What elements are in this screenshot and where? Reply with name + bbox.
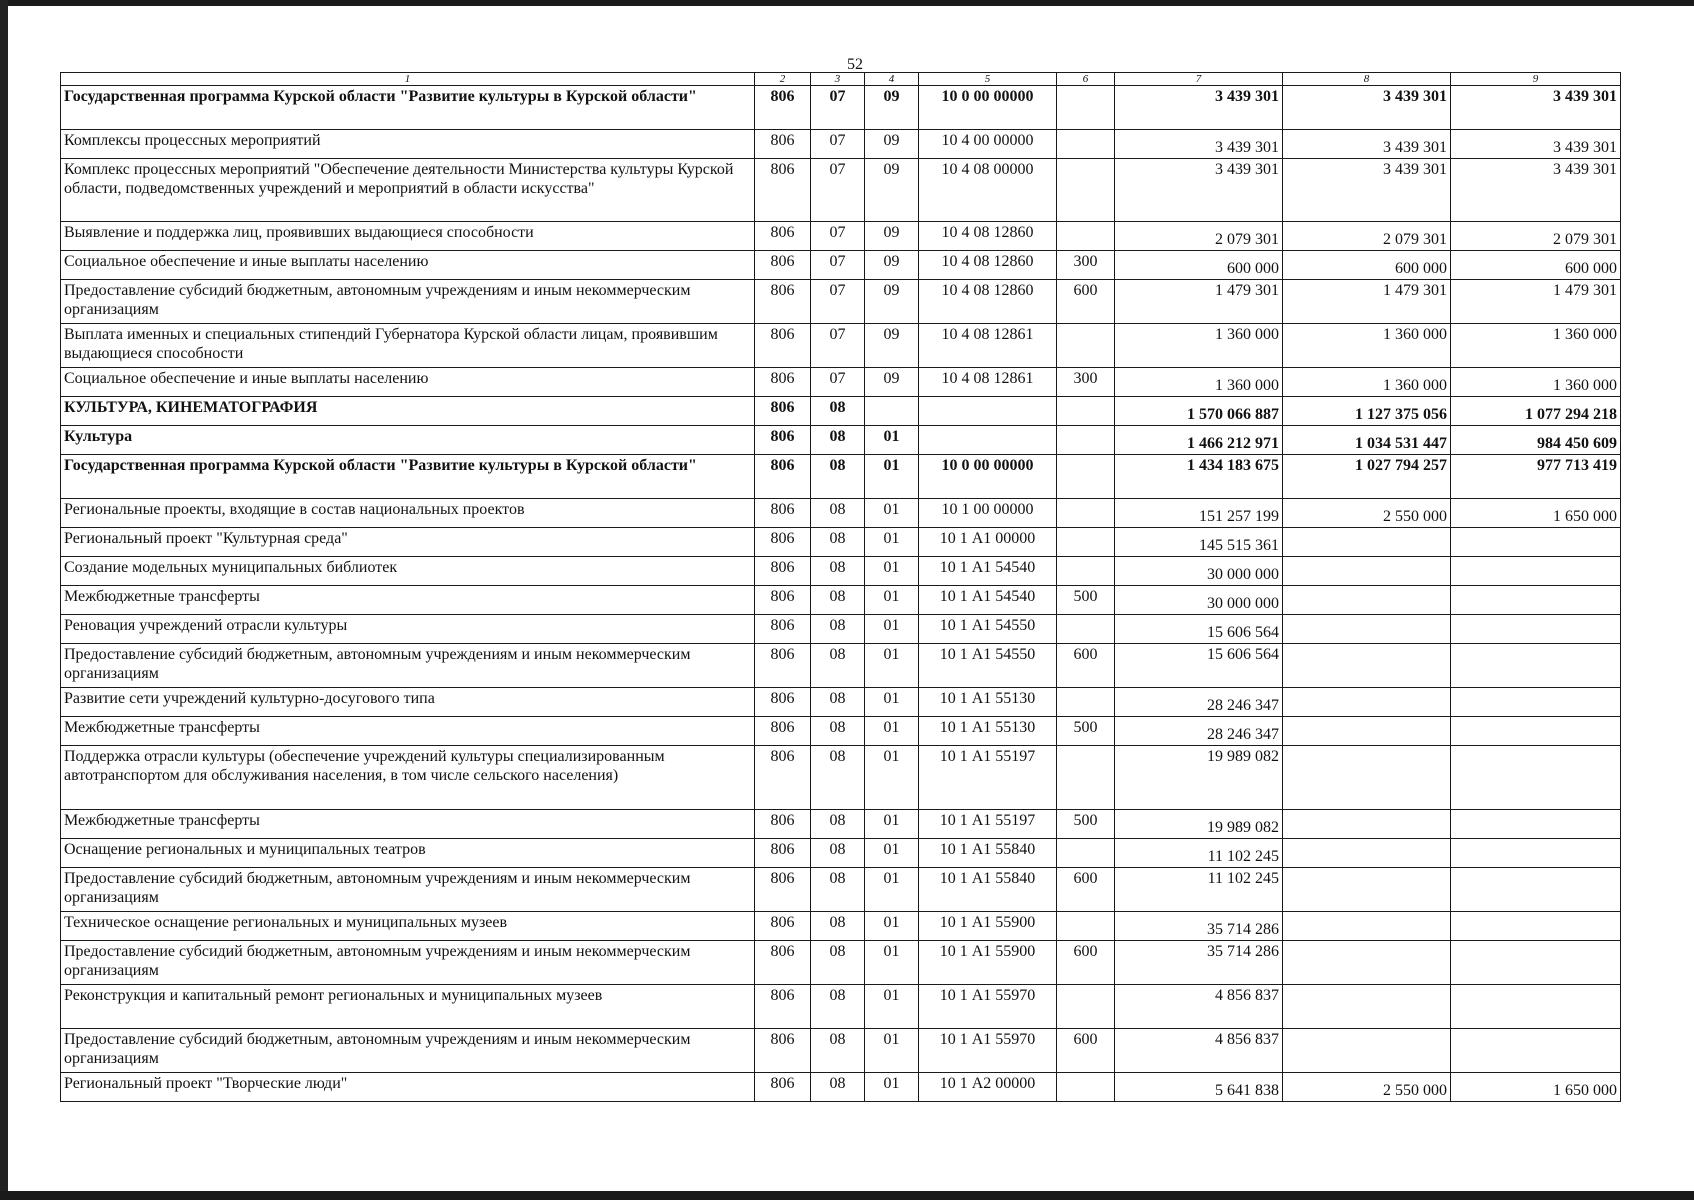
scan-border-left <box>0 0 8 1200</box>
expense-type-code <box>1057 839 1115 868</box>
row-name: Межбюджетные трансферты <box>61 810 755 839</box>
amount-year-3: 600 000 <box>1451 251 1621 280</box>
section-code: 08 <box>811 557 865 586</box>
section-code: 08 <box>811 746 865 810</box>
gr-code: 806 <box>755 251 811 280</box>
amount-year-1: 3 439 301 <box>1115 159 1283 222</box>
row-name: Предоставление субсидий бюджетным, автономным учреждениям и иным некоммерческим организациям <box>61 280 755 324</box>
amount-year-3 <box>1451 839 1621 868</box>
row-name: Межбюджетные трансферты <box>61 586 755 615</box>
row-name: Комплекс процессных мероприятий "Обеспечение деятельности Министерства культуры Курской области, подведомственных учреждений и мероприятий в области искусства" <box>61 159 755 222</box>
section-code: 08 <box>811 912 865 941</box>
section-code: 08 <box>811 426 865 455</box>
amount-year-2 <box>1283 810 1451 839</box>
row-name: Поддержка отрасли культуры (обеспечение учреждений культуры специализированным автотранспортом для обслуживания населения, в том числе сельского населения) <box>61 746 755 810</box>
target-article-code: 10 4 00 00000 <box>919 130 1057 159</box>
table-row <box>61 839 1621 868</box>
amount-year-3 <box>1451 717 1621 746</box>
subsection-code: 01 <box>865 1073 919 1102</box>
target-article-code: 10 1 А2 00000 <box>919 1073 1057 1102</box>
amount-year-3 <box>1451 912 1621 941</box>
expense-type-code: 500 <box>1057 717 1115 746</box>
amount-year-1: 4 856 837 <box>1115 985 1283 1029</box>
target-article-code: 10 1 А1 55130 <box>919 717 1057 746</box>
table-row <box>61 1029 1621 1073</box>
table-row <box>61 499 1621 528</box>
row-name: Реновация учреждений отрасли культуры <box>61 615 755 644</box>
amount-year-1: 3 439 301 <box>1115 130 1283 159</box>
section-code: 08 <box>811 839 865 868</box>
expense-type-code <box>1057 912 1115 941</box>
amount-year-3: 3 439 301 <box>1451 130 1621 159</box>
gr-code: 806 <box>755 810 811 839</box>
target-article-code <box>919 426 1057 455</box>
table-row <box>61 368 1621 397</box>
section-code: 07 <box>811 159 865 222</box>
expense-type-code: 600 <box>1057 280 1115 324</box>
amount-year-3 <box>1451 688 1621 717</box>
expense-type-code <box>1057 86 1115 130</box>
expense-type-code <box>1057 499 1115 528</box>
target-article-code: 10 1 А1 55840 <box>919 839 1057 868</box>
amount-year-1: 1 570 066 887 <box>1115 397 1283 426</box>
section-code: 08 <box>811 941 865 985</box>
section-code: 07 <box>811 222 865 251</box>
target-article-code: 10 0 00 00000 <box>919 86 1057 130</box>
target-article-code: 10 0 00 00000 <box>919 455 1057 499</box>
subsection-code: 09 <box>865 86 919 130</box>
section-code: 08 <box>811 586 865 615</box>
amount-year-2 <box>1283 985 1451 1029</box>
subsection-code: 01 <box>865 499 919 528</box>
amount-year-1: 19 989 082 <box>1115 810 1283 839</box>
section-code: 08 <box>811 499 865 528</box>
gr-code: 806 <box>755 746 811 810</box>
section-code: 08 <box>811 810 865 839</box>
subsection-code: 01 <box>865 528 919 557</box>
target-article-code: 10 1 А1 55840 <box>919 868 1057 912</box>
column-number: 5 <box>919 73 1057 86</box>
table-row <box>61 746 1621 810</box>
gr-code: 806 <box>755 455 811 499</box>
gr-code: 806 <box>755 912 811 941</box>
amount-year-3: 984 450 609 <box>1451 426 1621 455</box>
expense-type-code <box>1057 130 1115 159</box>
amount-year-3: 1 650 000 <box>1451 1073 1621 1102</box>
subsection-code: 01 <box>865 717 919 746</box>
amount-year-2: 1 360 000 <box>1283 324 1451 368</box>
subsection-code: 09 <box>865 280 919 324</box>
target-article-code: 10 1 А1 54540 <box>919 557 1057 586</box>
amount-year-3: 977 713 419 <box>1451 455 1621 499</box>
subsection-code: 01 <box>865 810 919 839</box>
amount-year-1: 3 439 301 <box>1115 86 1283 130</box>
column-number: 9 <box>1451 73 1621 86</box>
amount-year-1: 30 000 000 <box>1115 586 1283 615</box>
expense-type-code <box>1057 528 1115 557</box>
amount-year-3 <box>1451 644 1621 688</box>
column-number: 1 <box>61 73 755 86</box>
row-name: Развитие сети учреждений культурно-досугового типа <box>61 688 755 717</box>
table-row <box>61 1073 1621 1102</box>
target-article-code <box>919 397 1057 426</box>
amount-year-2 <box>1283 615 1451 644</box>
target-article-code: 10 1 А1 55900 <box>919 941 1057 985</box>
subsection-code: 09 <box>865 159 919 222</box>
target-article-code: 10 1 А1 54550 <box>919 644 1057 688</box>
amount-year-2: 3 439 301 <box>1283 86 1451 130</box>
amount-year-2: 1 360 000 <box>1283 368 1451 397</box>
subsection-code: 01 <box>865 941 919 985</box>
amount-year-3 <box>1451 1029 1621 1073</box>
amount-year-3: 1 077 294 218 <box>1451 397 1621 426</box>
section-code: 07 <box>811 130 865 159</box>
amount-year-1: 28 246 347 <box>1115 717 1283 746</box>
gr-code: 806 <box>755 1029 811 1073</box>
section-code: 08 <box>811 455 865 499</box>
target-article-code: 10 1 А1 55970 <box>919 985 1057 1029</box>
amount-year-1: 5 641 838 <box>1115 1073 1283 1102</box>
column-number: 6 <box>1057 73 1115 86</box>
table-row <box>61 688 1621 717</box>
target-article-code: 10 4 08 00000 <box>919 159 1057 222</box>
gr-code: 806 <box>755 528 811 557</box>
amount-year-3: 1 479 301 <box>1451 280 1621 324</box>
amount-year-1: 11 102 245 <box>1115 868 1283 912</box>
amount-year-2: 1 027 794 257 <box>1283 455 1451 499</box>
subsection-code: 01 <box>865 688 919 717</box>
amount-year-1: 35 714 286 <box>1115 941 1283 985</box>
expense-type-code <box>1057 222 1115 251</box>
gr-code: 806 <box>755 280 811 324</box>
amount-year-1: 1 360 000 <box>1115 324 1283 368</box>
amount-year-3: 3 439 301 <box>1451 159 1621 222</box>
amount-year-2 <box>1283 839 1451 868</box>
table-row <box>61 644 1621 688</box>
table-row <box>61 324 1621 368</box>
column-number: 8 <box>1283 73 1451 86</box>
table-row <box>61 615 1621 644</box>
target-article-code: 10 4 08 12860 <box>919 222 1057 251</box>
subsection-code: 09 <box>865 130 919 159</box>
row-name: КУЛЬТУРА, КИНЕМАТОГРАФИЯ <box>61 397 755 426</box>
amount-year-2 <box>1283 557 1451 586</box>
expense-type-code: 600 <box>1057 1029 1115 1073</box>
amount-year-3: 1 360 000 <box>1451 324 1621 368</box>
subsection-code: 01 <box>865 426 919 455</box>
amount-year-1: 1 479 301 <box>1115 280 1283 324</box>
target-article-code: 10 4 08 12860 <box>919 280 1057 324</box>
amount-year-3: 2 079 301 <box>1451 222 1621 251</box>
expense-type-code <box>1057 557 1115 586</box>
amount-year-3 <box>1451 528 1621 557</box>
amount-year-2: 2 079 301 <box>1283 222 1451 251</box>
gr-code: 806 <box>755 159 811 222</box>
table-row <box>61 130 1621 159</box>
subsection-code: 01 <box>865 912 919 941</box>
amount-year-2 <box>1283 1029 1451 1073</box>
amount-year-2 <box>1283 868 1451 912</box>
section-code: 07 <box>811 280 865 324</box>
amount-year-3: 1 650 000 <box>1451 499 1621 528</box>
table-row <box>61 717 1621 746</box>
amount-year-2 <box>1283 717 1451 746</box>
expense-type-code: 500 <box>1057 810 1115 839</box>
row-name: Создание модельных муниципальных библиотек <box>61 557 755 586</box>
row-name: Социальное обеспечение и иные выплаты населению <box>61 251 755 280</box>
section-code: 08 <box>811 1029 865 1073</box>
gr-code: 806 <box>755 499 811 528</box>
gr-code: 806 <box>755 368 811 397</box>
target-article-code: 10 4 08 12861 <box>919 324 1057 368</box>
table-row <box>61 810 1621 839</box>
target-article-code: 10 1 А1 00000 <box>919 528 1057 557</box>
row-name: Предоставление субсидий бюджетным, автономным учреждениям и иным некоммерческим организациям <box>61 868 755 912</box>
amount-year-2 <box>1283 644 1451 688</box>
table-row <box>61 280 1621 324</box>
expense-type-code: 500 <box>1057 586 1115 615</box>
amount-year-3 <box>1451 810 1621 839</box>
target-article-code: 10 1 А1 55970 <box>919 1029 1057 1073</box>
scan-border-bottom <box>0 1191 1694 1200</box>
target-article-code: 10 1 А1 55130 <box>919 688 1057 717</box>
column-number: 4 <box>865 73 919 86</box>
target-article-code: 10 1 А1 55197 <box>919 810 1057 839</box>
table-row <box>61 251 1621 280</box>
row-name: Выявление и поддержка лиц, проявивших выдающиеся способности <box>61 222 755 251</box>
row-name: Предоставление субсидий бюджетным, автономным учреждениям и иным некоммерческим организациям <box>61 1029 755 1073</box>
expense-type-code <box>1057 746 1115 810</box>
subsection-code <box>865 397 919 426</box>
subsection-code: 01 <box>865 1029 919 1073</box>
section-code: 07 <box>811 368 865 397</box>
amount-year-1: 15 606 564 <box>1115 644 1283 688</box>
section-code: 08 <box>811 985 865 1029</box>
gr-code: 806 <box>755 941 811 985</box>
table-body <box>61 73 1621 1102</box>
amount-year-1: 600 000 <box>1115 251 1283 280</box>
amount-year-1: 4 856 837 <box>1115 1029 1283 1073</box>
table-row <box>61 912 1621 941</box>
section-code: 08 <box>811 397 865 426</box>
amount-year-1: 11 102 245 <box>1115 839 1283 868</box>
gr-code: 806 <box>755 1073 811 1102</box>
subsection-code: 01 <box>865 455 919 499</box>
table-row <box>61 941 1621 985</box>
amount-year-2 <box>1283 688 1451 717</box>
row-name: Оснащение региональных и муниципальных театров <box>61 839 755 868</box>
amount-year-2: 1 034 531 447 <box>1283 426 1451 455</box>
subsection-code: 01 <box>865 644 919 688</box>
section-code: 07 <box>811 86 865 130</box>
row-name: Комплексы процессных мероприятий <box>61 130 755 159</box>
table-row <box>61 985 1621 1029</box>
budget-table <box>60 72 1621 1102</box>
amount-year-1: 19 989 082 <box>1115 746 1283 810</box>
gr-code: 806 <box>755 222 811 251</box>
target-article-code: 10 4 08 12861 <box>919 368 1057 397</box>
row-name: Региональные проекты, входящие в состав национальных проектов <box>61 499 755 528</box>
amount-year-2: 1 479 301 <box>1283 280 1451 324</box>
section-code: 08 <box>811 644 865 688</box>
amount-year-3 <box>1451 868 1621 912</box>
expense-type-code <box>1057 1073 1115 1102</box>
gr-code: 806 <box>755 324 811 368</box>
gr-code: 806 <box>755 586 811 615</box>
subsection-code: 09 <box>865 324 919 368</box>
row-name: Социальное обеспечение и иные выплаты населению <box>61 368 755 397</box>
row-name: Выплата именных и специальных стипендий Губернатора Курской области лицам, проявившим выдающиеся способности <box>61 324 755 368</box>
table-row <box>61 397 1621 426</box>
row-name: Региональный проект "Культурная среда" <box>61 528 755 557</box>
target-article-code: 10 4 08 12860 <box>919 251 1057 280</box>
section-code: 08 <box>811 717 865 746</box>
column-number-row <box>61 73 1621 86</box>
gr-code: 806 <box>755 397 811 426</box>
table-row <box>61 159 1621 222</box>
expense-type-code <box>1057 397 1115 426</box>
subsection-code: 01 <box>865 868 919 912</box>
amount-year-3 <box>1451 557 1621 586</box>
table-row <box>61 426 1621 455</box>
amount-year-2: 2 550 000 <box>1283 1073 1451 1102</box>
amount-year-1: 28 246 347 <box>1115 688 1283 717</box>
scan-border-top <box>0 0 1694 6</box>
subsection-code: 01 <box>865 557 919 586</box>
expense-type-code <box>1057 688 1115 717</box>
gr-code: 806 <box>755 130 811 159</box>
amount-year-3 <box>1451 746 1621 810</box>
row-name: Государственная программа Курской области "Развитие культуры в Курской области" <box>61 86 755 130</box>
amount-year-1: 15 606 564 <box>1115 615 1283 644</box>
target-article-code: 10 1 А1 54540 <box>919 586 1057 615</box>
expense-type-code <box>1057 455 1115 499</box>
expense-type-code: 300 <box>1057 251 1115 280</box>
gr-code: 806 <box>755 717 811 746</box>
target-article-code: 10 1 А1 55900 <box>919 912 1057 941</box>
amount-year-1: 2 079 301 <box>1115 222 1283 251</box>
amount-year-1: 30 000 000 <box>1115 557 1283 586</box>
row-name: Реконструкция и капитальный ремонт региональных и муниципальных музеев <box>61 985 755 1029</box>
subsection-code: 09 <box>865 368 919 397</box>
amount-year-2: 1 127 375 056 <box>1283 397 1451 426</box>
amount-year-1: 151 257 199 <box>1115 499 1283 528</box>
amount-year-3: 3 439 301 <box>1451 86 1621 130</box>
gr-code: 806 <box>755 868 811 912</box>
amount-year-2 <box>1283 586 1451 615</box>
column-number: 2 <box>755 73 811 86</box>
table-row <box>61 86 1621 130</box>
expense-type-code <box>1057 615 1115 644</box>
target-article-code: 10 1 00 00000 <box>919 499 1057 528</box>
amount-year-3 <box>1451 615 1621 644</box>
section-code: 08 <box>811 615 865 644</box>
expense-type-code <box>1057 426 1115 455</box>
table-row <box>61 586 1621 615</box>
page-number: 52 <box>847 56 863 73</box>
section-code: 08 <box>811 688 865 717</box>
amount-year-1: 1 466 212 971 <box>1115 426 1283 455</box>
subsection-code: 01 <box>865 615 919 644</box>
section-code: 07 <box>811 324 865 368</box>
row-name: Межбюджетные трансферты <box>61 717 755 746</box>
amount-year-2 <box>1283 746 1451 810</box>
section-code: 08 <box>811 868 865 912</box>
amount-year-2: 3 439 301 <box>1283 159 1451 222</box>
row-name: Культура <box>61 426 755 455</box>
row-name: Техническое оснащение региональных и муниципальных музеев <box>61 912 755 941</box>
subsection-code: 01 <box>865 746 919 810</box>
amount-year-2 <box>1283 941 1451 985</box>
amount-year-3 <box>1451 941 1621 985</box>
expense-type-code: 600 <box>1057 644 1115 688</box>
amount-year-2: 2 550 000 <box>1283 499 1451 528</box>
table-row <box>61 557 1621 586</box>
subsection-code: 09 <box>865 251 919 280</box>
row-name: Государственная программа Курской области "Развитие культуры в Курской области" <box>61 455 755 499</box>
section-code: 07 <box>811 251 865 280</box>
amount-year-3 <box>1451 985 1621 1029</box>
table-row <box>61 528 1621 557</box>
amount-year-1: 35 714 286 <box>1115 912 1283 941</box>
expense-type-code: 600 <box>1057 868 1115 912</box>
gr-code: 806 <box>755 688 811 717</box>
section-code: 08 <box>811 528 865 557</box>
amount-year-3 <box>1451 586 1621 615</box>
expense-type-code: 600 <box>1057 941 1115 985</box>
target-article-code: 10 1 А1 55197 <box>919 746 1057 810</box>
amount-year-2: 600 000 <box>1283 251 1451 280</box>
amount-year-3: 1 360 000 <box>1451 368 1621 397</box>
gr-code: 806 <box>755 557 811 586</box>
table-row <box>61 455 1621 499</box>
gr-code: 806 <box>755 839 811 868</box>
gr-code: 806 <box>755 985 811 1029</box>
row-name: Предоставление субсидий бюджетным, автономным учреждениям и иным некоммерческим организациям <box>61 644 755 688</box>
table-row <box>61 868 1621 912</box>
gr-code: 806 <box>755 86 811 130</box>
row-name: Предоставление субсидий бюджетным, автономным учреждениям и иным некоммерческим организациям <box>61 941 755 985</box>
expense-type-code <box>1057 324 1115 368</box>
section-code: 08 <box>811 1073 865 1102</box>
table-row <box>61 222 1621 251</box>
subsection-code: 01 <box>865 985 919 1029</box>
expense-type-code <box>1057 985 1115 1029</box>
expense-type-code: 300 <box>1057 368 1115 397</box>
subsection-code: 09 <box>865 222 919 251</box>
amount-year-1: 1 434 183 675 <box>1115 455 1283 499</box>
gr-code: 806 <box>755 615 811 644</box>
column-number: 3 <box>811 73 865 86</box>
amount-year-2: 3 439 301 <box>1283 130 1451 159</box>
amount-year-1: 1 360 000 <box>1115 368 1283 397</box>
amount-year-2 <box>1283 912 1451 941</box>
target-article-code: 10 1 А1 54550 <box>919 615 1057 644</box>
gr-code: 806 <box>755 644 811 688</box>
amount-year-2 <box>1283 528 1451 557</box>
row-name: Региональный проект "Творческие люди" <box>61 1073 755 1102</box>
subsection-code: 01 <box>865 839 919 868</box>
gr-code: 806 <box>755 426 811 455</box>
column-number: 7 <box>1115 73 1283 86</box>
expense-type-code <box>1057 159 1115 222</box>
amount-year-1: 145 515 361 <box>1115 528 1283 557</box>
subsection-code: 01 <box>865 586 919 615</box>
